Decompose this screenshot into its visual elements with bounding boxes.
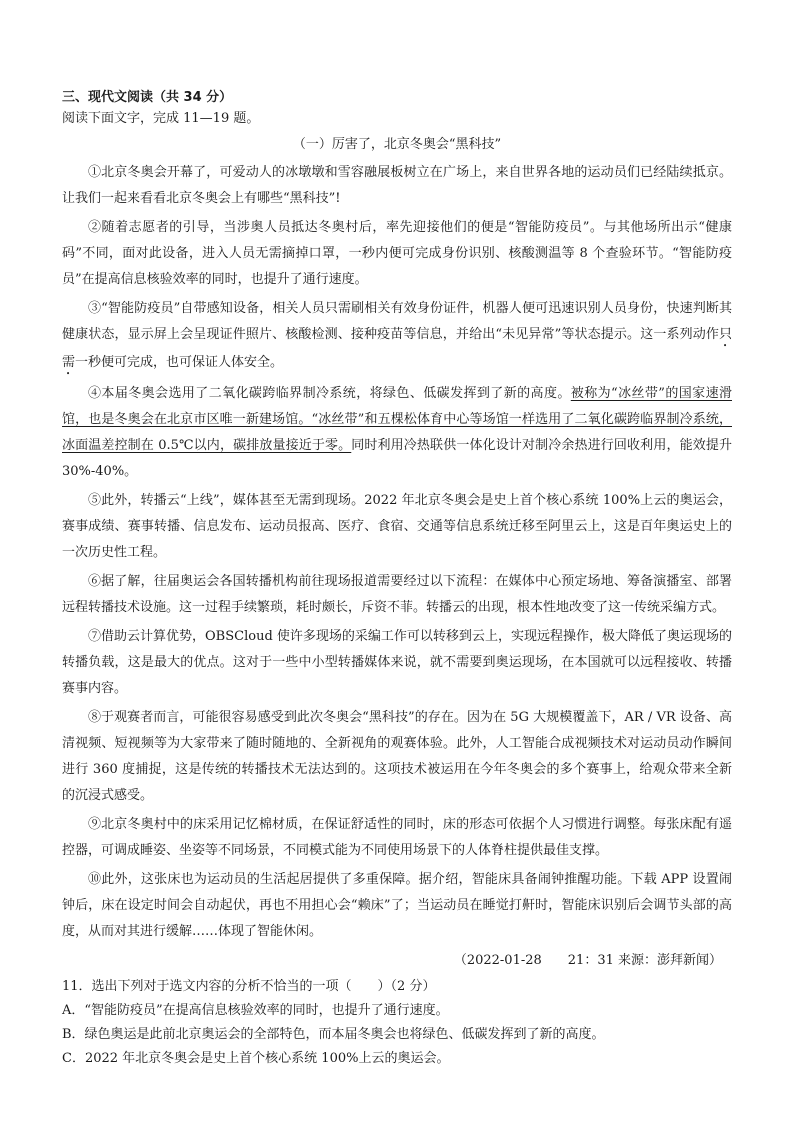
paragraph-2: ②随着志愿者的引导，当涉奥人员抵达冬奥村后，率先迎接他们的便是“智能防疫员”。与其他场所出示“健康码”不同，面对此设备，进入人员无需摘掉口罩，一秒内便可完成身份识别、核酸测温等 8 个查验环节。“智能防疫员”在提高信息核验效率的同时，也提升了通行速度。 [62, 220, 732, 287]
paragraph-3-text-b: 一秒便可完成，也可保证人体安全。 [75, 355, 284, 370]
paragraph-4-underlined: 被称为“冰丝带”的国家速滑馆，也是冬奥会在北京市区唯一新建场馆。“冰丝带”和五棵松体育中心等场馆一样选用了二氧化碳跨临界制冷系统，冰面温差控制在 0.5℃以内，碳排放量接近于零。 [62, 386, 732, 453]
paragraph-9: ⑨北京冬奥村中的床采用记忆棉材质，在保证舒适性的同时，床的形态可依据个人习惯进行调整。每张床配有遥控器，可调成睡姿、坐姿等不同场景，不同模式能为不同使用场景下的人体脊柱提供最佳支撑。 [62, 817, 732, 858]
question-11-option-a: A．“智能防疫员”在提高信息核验效率的同时，也提升了通行速度。 [62, 1003, 449, 1018]
paragraph-10: ⑩此外，这张床也为运动员的生活起居提供了多重保障。据介绍，智能床具备闹钟推醒功能。下载 APP 设置闹钟后，床在设定时间会自动起伏，再也不用担心会“赖床”了；当运动员在睡觉打鼾时，智能床识别后会调节头部的高度，从而对其进行缓解……体现了智能休闲。 [62, 872, 732, 939]
article-source: （2022-01-28 21：31 来源：澎拜新闻） [453, 953, 722, 968]
paragraph-4-text-b: 同时利用冷热联供一体化设计对制冷余热进行回收利用，能效提升 30%-40%。 [62, 438, 732, 479]
paragraph-1: ①北京冬奥会开幕了，可爱动人的冰墩墩和雪容融展板树立在广场上，来自世界各地的运动员们已经陆续抵京。让我们一起来看看北京冬奥会上有哪些“黑科技”! [62, 165, 732, 206]
paragraph-3 [62, 296, 732, 378]
question-11-option-c: C．2022 年北京冬奥会是史上首个核心系统 100%上云的奥运会。 [62, 1051, 450, 1066]
paragraph-4-text-a: ④本届冬奥会选用了二氧化碳跨临界制冷系统，将绿色、低碳发挥到了新的高度。 [88, 386, 571, 401]
paragraph-6: ⑥据了解，往届奥运会各国转播机构前往现场报道需要经过以下流程：在媒体中心预定场地、筹备演播室、部署远程转播技术设施。这一过程手续繁琐，耗时颇长，斥资不菲。转播云的出现，根本性地改变了这一传统采编方式。 [62, 574, 732, 615]
paragraph-5: ⑤此外，转播云“上线”，媒体甚至无需到现场。2022 年北京冬奥会是史上首个核心系统 100%上云的奥运会，赛事成绩、赛事转播、信息发布、运动员报高、医疗、食宿、交通等信息系统迁移至阿里云上，这是百年奥运史上的一次历史性工程。 [62, 493, 732, 560]
section-title: 三、现代文阅读（共 34 分） [62, 90, 233, 105]
paragraph-3-emphasis: 只需 [62, 327, 732, 370]
article-title: （一）厉害了，北京冬奥会“黑科技” [292, 137, 502, 152]
paragraph-8: ⑧于观赛者而言，可能很容易感受到此次冬奥会“黑科技”的存在。因为在 5G 大规模覆盖下，AR / VR 设备、高清视频、短视频等为大家带来了随时随地的、全新视角的观赛体验。此外，人工智能合成视频技术对运动员动作瞬间进行 360 度捕捉，这是传统的转播技术无法达到的。这项技术被运用在今年冬奥会的多个赛事上，给观众带来全新的沉浸式感受。 [62, 710, 732, 803]
question-11-option-b: B．绿色奥运是此前北京奥运会的全部特色，而本届冬奥会也将绿色、低碳发挥到了新的高度。 [62, 1027, 605, 1042]
question-11-stem: 11．选出下列对于选文内容的分析不恰当的一项（ ）（2 分） [62, 979, 436, 994]
paragraph-7: ⑦借助云计算优势，OBSCloud 使许多现场的采编工作可以转移到云上，实现远程操作，极大降低了奥运现场的转播负载，这是最大的优点。这对于一些中小型转播媒体来说，就不需要到奥运现场，在本国就可以远程接收、转播赛事内容。 [62, 629, 732, 696]
section-instruction: 阅读下面文字，完成 11—19 题。 [62, 111, 260, 126]
paragraph-4 [62, 381, 732, 485]
paragraph-3-text-a: ③“智能防疫员”自带感知设备，相关人员只需刷相关有效身份证件，机器人便可迅速识别人员身份，快速判断其健康状态，显示屏上会呈现证件照片、核酸检测、接种疫苗等信息，并给出“未见异常”等状态提示。这一系列动作 [62, 301, 732, 342]
